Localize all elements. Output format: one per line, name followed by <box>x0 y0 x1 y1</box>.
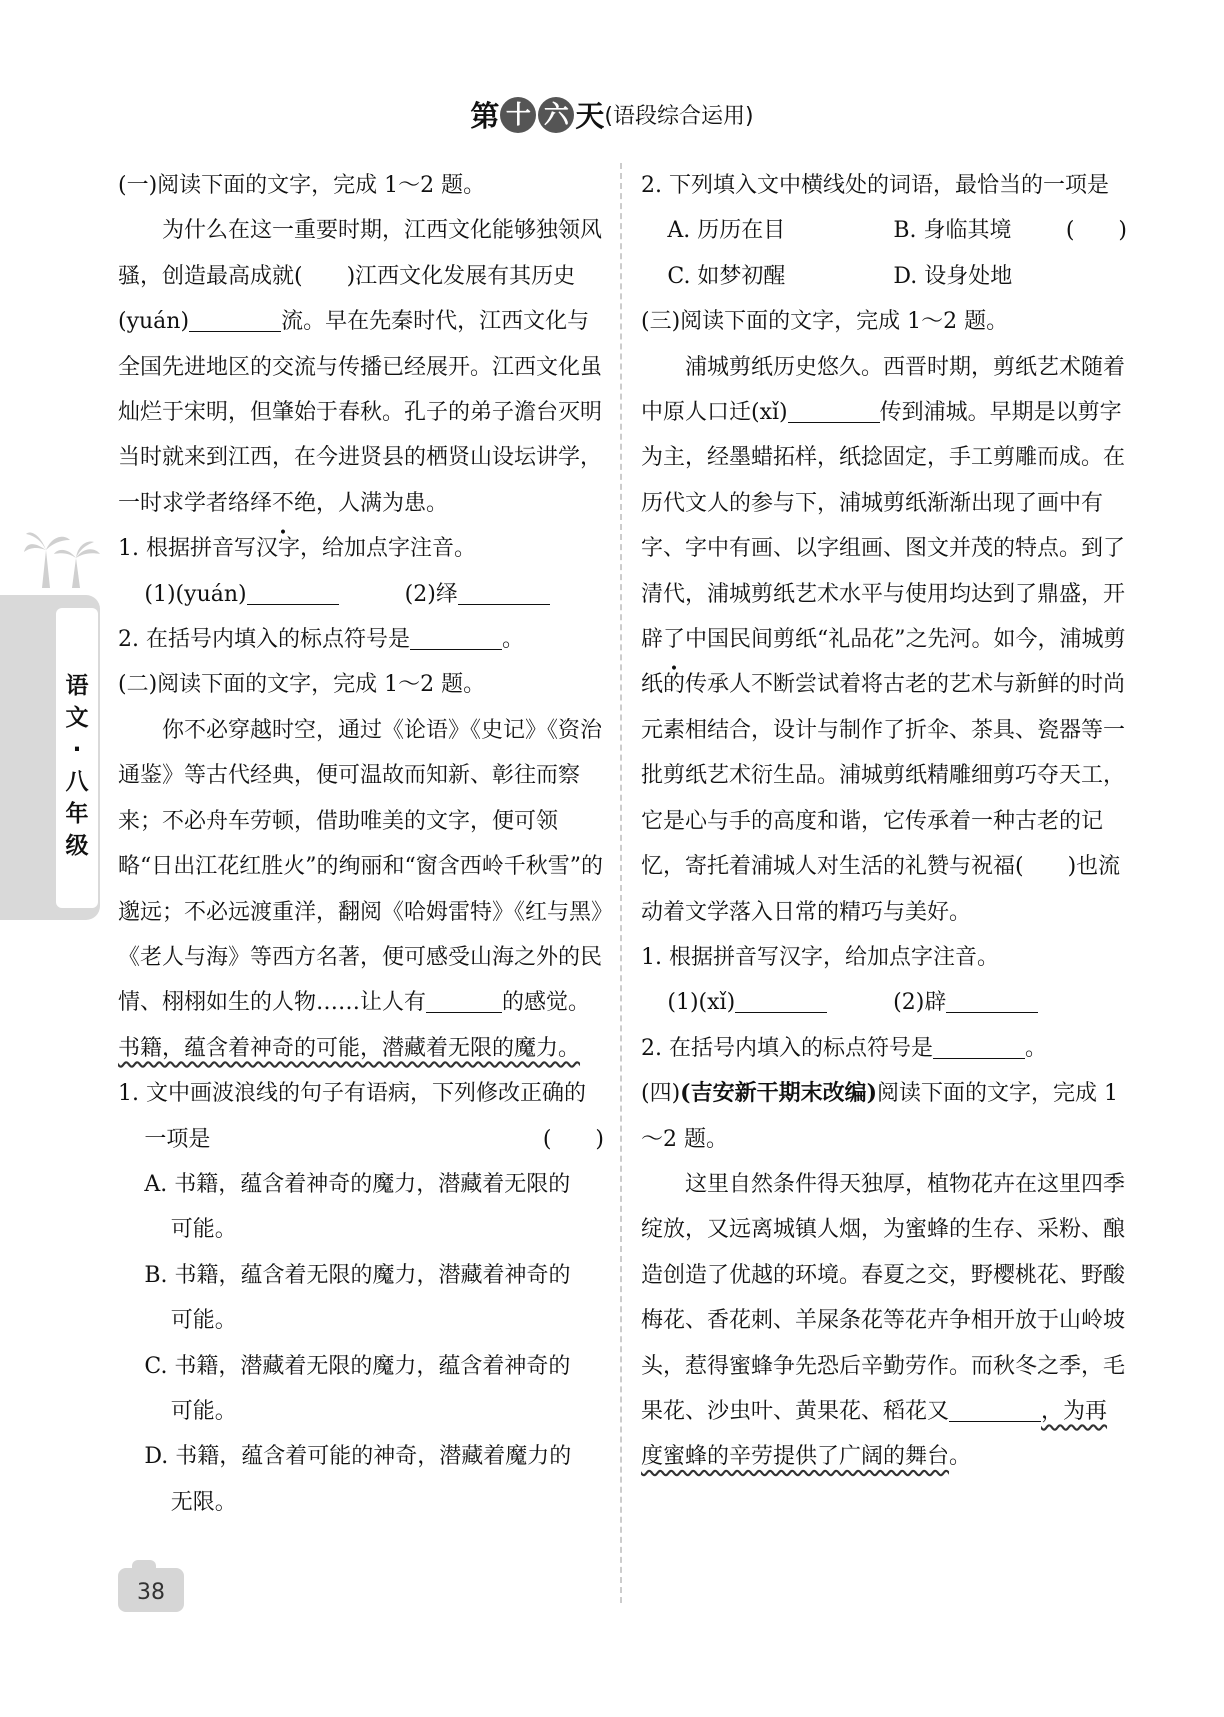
options-row-1 <box>641 208 1127 253</box>
s3-question-1: 1. 根据拼音写汉字，给加点字注音。 <box>641 944 999 970</box>
answer-label: (1)(yuán) <box>144 581 247 607</box>
passage-text: 为什么在这一重要时期，江西文化能够独领风骚，创造最高成就( )江西文化发展有其历史(yuán) <box>118 218 603 335</box>
section-1-heading: (一)阅读下面的文字，完成 1～2 题。 <box>118 173 486 198</box>
dotted-char: 绎 <box>250 490 273 516</box>
options-row-2 <box>641 254 1127 299</box>
option-a[interactable]: A. 历历在目 <box>667 218 786 244</box>
s2-question-1 <box>118 1071 604 1162</box>
answer-blank[interactable] <box>788 400 880 423</box>
s1-question-1-answers <box>118 572 604 617</box>
dotted-char: 辟 <box>641 627 664 653</box>
answer-blank[interactable] <box>247 582 339 605</box>
passage-text: 这里自然条件得天独厚，植物花卉在这里四季绽放，又远离城镇人烟，为蜜蜂的生存、采粉、酿造创造了优越的环境。春夏之交，野樱桃花、野酸梅花、香花刺、羊屎条花等花卉争相开放于山岭坡头，惹得蜜蜂争先恐后辛勤劳作。而秋冬之季，毛果花、沙虫叶、黄果花、稻花又 <box>641 1171 1126 1424</box>
wavy-underlined-sentence: ，为再度蜜蜂的辛劳提供了广阔的舞台 <box>641 1398 1108 1470</box>
section-3-heading: (三)阅读下面的文字，完成 1～2 题。 <box>641 309 1009 335</box>
answer-label: (2)辟 <box>893 990 947 1016</box>
option-b-cont: 可能。 <box>170 1308 237 1334</box>
passage-text: 了中国民间剪纸“礼品花”之先河。如今，浦城剪纸的传承人不断尝试着将古老的艺术与新鲜的时尚元素相结合，设计与制作了折伞、茶具、瓷器等一批剪纸艺术衍生品。浦城剪纸精雕细剪巧夺天工，它是心与手的高度和谐，它传承着一种古老的记忆，寄托着浦城人对生活的礼赞与祝福( )也流动着文学落入日常的精巧与美好。 <box>641 627 1126 925</box>
answer-parentheses[interactable]: ( ) <box>1065 218 1127 244</box>
option-b[interactable]: B. 书籍，蕴含着无限的魔力，潜藏着神奇的 <box>144 1262 571 1288</box>
passage-text: 。 <box>949 1444 972 1470</box>
option-d[interactable]: D. 书籍，蕴含着可能的神奇，潜藏着魔力的 <box>144 1444 572 1470</box>
question-text: 。 <box>501 627 524 653</box>
option-a[interactable]: A. 书籍，蕴含着神奇的魔力，潜藏着无限的 <box>144 1171 571 1197</box>
s3-question-1-answers <box>641 980 1127 1025</box>
section-3-passage <box>641 345 1127 935</box>
right-column <box>641 163 1127 1480</box>
answer-blank[interactable] <box>189 309 281 332</box>
heading-text: (四) <box>641 1081 681 1107</box>
passage-text: 流。早在先秦时代，江西文化与全国先进地区的交流与传播已经展开。江西文化虽灿烂于宋明，但肇始于春秋。孔子的弟子澹台灭明当时就来到江西，在今进贤县的栖贤山设坛讲学，一时求学者络 <box>118 309 603 516</box>
section-1-passage <box>118 208 604 526</box>
sidebar-subject-label <box>56 670 98 862</box>
page-number: 38 <box>118 1568 184 1612</box>
passage-text: 不绝，人满为患。 <box>272 490 449 516</box>
title-suffix: 天 <box>575 99 605 133</box>
s1-question-2 <box>118 617 604 662</box>
source-label: (吉安新干期末改编) <box>680 1080 877 1107</box>
heading-text: 阅读下面的文字，完成 1～2 题。 <box>641 1081 1118 1152</box>
section-4-heading <box>641 1071 1127 1162</box>
section-2-heading: (二)阅读下面的文字，完成 1～2 题。 <box>118 672 486 698</box>
answer-label: (2)绎 <box>404 581 458 607</box>
answer-blank[interactable] <box>735 990 827 1013</box>
option-c[interactable]: C. 书籍，潜藏着无限的魔力，蕴含着神奇的 <box>144 1353 571 1379</box>
answer-blank[interactable] <box>426 990 502 1013</box>
answer-label: (1)(xǐ) <box>667 990 736 1016</box>
answer-blank[interactable] <box>946 990 1038 1013</box>
sidebar-char: 文 <box>65 705 89 731</box>
title-subtitle: (语段综合运用) <box>604 104 754 129</box>
passage-text: 传到浦城。早期是以剪字为主，经墨蜡拓样，纸捻固定，手工剪雕而成。在历代文人的参与下，浦城剪纸渐渐出现了画中有字、字中有画、以字组画、图文并茂的特点。到了清代，浦城剪纸艺术水平与使用均达到了鼎盛，开 <box>641 400 1126 607</box>
answer-blank[interactable] <box>949 1399 1041 1422</box>
section-4-passage <box>641 1162 1127 1480</box>
title-num-circle-2: 六 <box>538 97 574 133</box>
column-divider <box>620 163 622 1603</box>
question-text: 2. 在括号内填入的标点符号是 <box>118 627 410 653</box>
answer-blank[interactable] <box>933 1036 1025 1059</box>
question-text: 1. 文中画波浪线的句子有语病，下列修改正确的一项是 <box>118 1081 586 1152</box>
s1-question-1: 1. 根据拼音写汉字，给加点字注音。 <box>118 536 476 562</box>
question-text: 2. 下列填入文中横线处的词语，最恰当的一项是 <box>641 173 1109 198</box>
sidebar-char: 级 <box>65 833 89 859</box>
left-column <box>118 163 604 1525</box>
wavy-underlined-sentence: 书籍，蕴含着神奇的可能，潜藏着无限的魔力。 <box>118 1035 581 1061</box>
answer-blank[interactable] <box>410 627 502 650</box>
sidebar-char: 语 <box>65 673 89 699</box>
title-num-circle-1: 十 <box>500 97 536 133</box>
title-prefix: 第 <box>470 99 500 133</box>
page-title <box>0 94 1224 135</box>
option-d-cont: 无限。 <box>170 1489 237 1515</box>
option-c-cont: 可能。 <box>170 1398 237 1424</box>
sidebar-char: 年 <box>65 801 89 827</box>
option-b[interactable]: B. 身临其境 <box>893 218 1012 244</box>
section-2-passage <box>118 708 604 1071</box>
passage-text: 的感觉。 <box>502 990 591 1016</box>
question-text: 。 <box>1024 1035 1047 1061</box>
answer-parentheses[interactable]: ( ) <box>542 1126 604 1152</box>
passage-text: 你不必穿越时空，通过《论语》《史记》《资治通鉴》等古代经典，便可温故而知新、彰往而察来；不必舟车劳顿，借助唯美的文字，便可领略“日出江花红胜火”的绚丽和“窗含西岭千秋雪”的邈远；不必远渡重洋，翻阅《哈姆雷特》《红与黑》《老人与海》等西方名著，便可感受山海之外的民情、栩栩如生的人物……让人有 <box>118 717 603 1016</box>
option-d[interactable]: D. 设身处地 <box>893 263 1013 289</box>
passage-text: 浦城剪纸历史悠久。西晋时期，剪纸艺术随着中原人口迁(xǐ) <box>641 354 1126 426</box>
option-c[interactable]: C. 如梦初醒 <box>667 263 786 289</box>
answer-blank[interactable] <box>458 582 550 605</box>
palm-tree-icon <box>22 510 102 590</box>
sidebar-char: 八 <box>65 769 89 795</box>
question-text: 2. 在括号内填入的标点符号是 <box>641 1035 933 1061</box>
sidebar-char: · <box>72 737 82 763</box>
s3-question-2 <box>641 1026 1127 1071</box>
option-a-cont: 可能。 <box>170 1217 237 1243</box>
